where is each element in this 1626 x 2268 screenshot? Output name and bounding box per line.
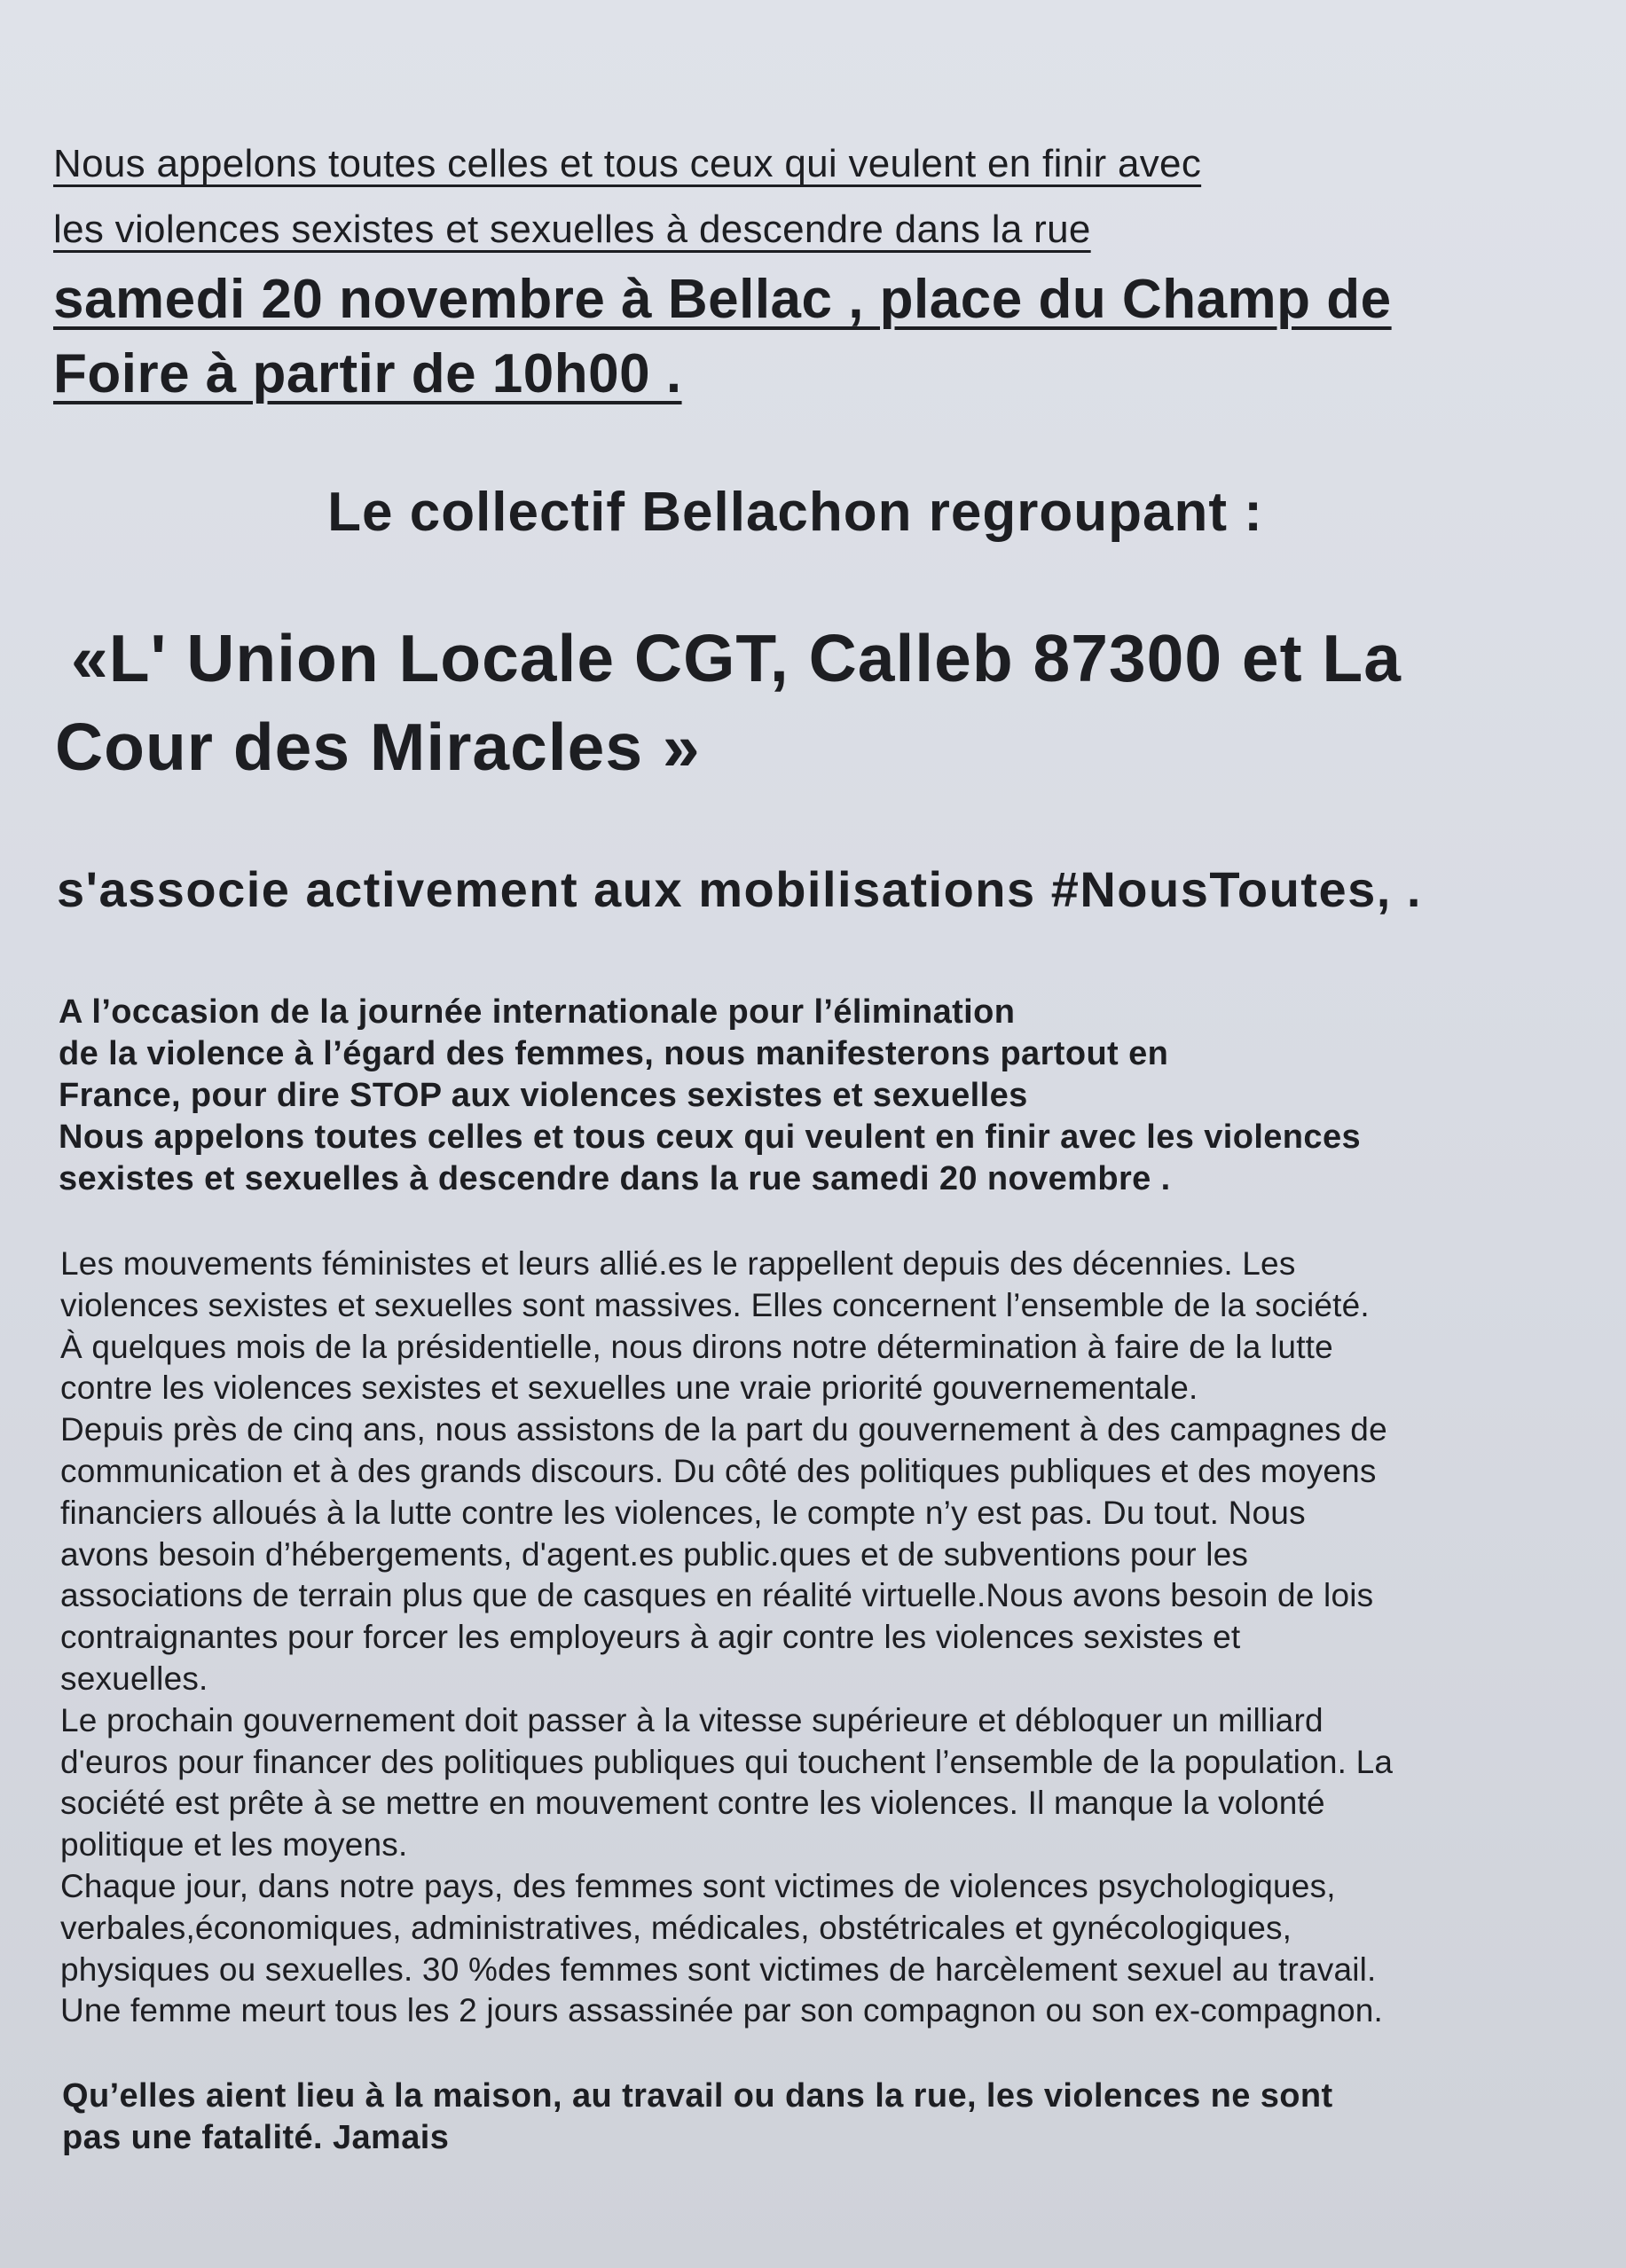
paragraph-line: Depuis près de cinq ans, nous assistons de la part du gouvernement à des campagnes de	[60, 1411, 1387, 1448]
body-paragraph	[60, 1244, 1586, 2032]
paragraph-line: Qu’elles aient lieu à la maison, au travail ou dans la rue, les violences ne sont	[62, 2077, 1333, 2115]
paragraph-line: contraignantes pour forcer les employeurs à agir contre les violences sexistes et	[60, 1619, 1241, 1656]
organizations-line: Cour des Miracles »	[55, 710, 701, 784]
paragraph-line: violences sexistes et sexuelles sont massives. Elles concernent l’ensemble de la société.	[60, 1286, 1370, 1323]
paragraph-line: Les mouvements féministes et leurs allié.es le rappellent depuis des décennies. Les	[60, 1245, 1296, 1282]
paragraph-line: physiques ou sexuelles. 30 %des femmes sont victimes de harcèlement sexuel au travail.	[60, 1950, 1377, 1988]
paragraph-line: politique et les moyens.	[60, 1826, 408, 1864]
paragraph-line: communication et à des grands discours. Du côté des politiques publiques et des moyens	[60, 1452, 1377, 1489]
closing-statement	[62, 2076, 1570, 2159]
paragraph-line: pas une fatalité. Jamais	[62, 2119, 450, 2156]
paragraph-line: Nous appelons toutes celles et tous ceux qui veulent en finir avec les violences	[59, 1118, 1362, 1156]
collectif-heading: Le collectif Bellachon regroupant :	[327, 482, 1263, 543]
event-date-location: Foire à partir de 10h00 .	[53, 343, 682, 404]
paragraph-line: France, pour dire STOP aux violences sexistes et sexuelles	[59, 1077, 1028, 1114]
paragraph-line: Chaque jour, dans notre pays, des femmes sont victimes de violences psychologiques,	[60, 1867, 1336, 1904]
paragraph-line: Le prochain gouvernement doit passer à la vitesse supérieure et débloquer un milliard	[60, 1701, 1324, 1738]
paragraph-line: avons besoin d’hébergements, d'agent.es public.ques et de subventions pour les	[60, 1535, 1249, 1573]
mobilisation-statement: s'associe activement aux mobilisations #NousToutes, .	[57, 861, 1422, 917]
paragraph-line: sexistes et sexuelles à descendre dans la rue samedi 20 novembre .	[59, 1160, 1171, 1197]
paragraph-line: verbales,économiques, administratives, médicales, obstétricales et gynécologiques,	[60, 1909, 1292, 1946]
bold-paragraph	[59, 992, 1567, 1200]
intro-line: Nous appelons toutes celles et tous ceux qui veulent en finir avec	[53, 142, 1202, 185]
paragraph-line: associations de terrain plus que de casques en réalité virtuelle.Nous avons besoin de lois	[60, 1577, 1374, 1614]
paragraph-line: À quelques mois de la présidentielle, nous dirons notre détermination à faire de la lutte	[60, 1328, 1333, 1365]
paragraph-line: sexuelles.	[60, 1660, 208, 1697]
paragraph-line: A l’occasion de la journée internationale pour l’élimination	[59, 993, 1016, 1031]
intro-line: les violences sexistes et sexuelles à descendre dans la rue	[53, 208, 1091, 251]
call-to-action-header	[53, 131, 1526, 412]
paragraph-line: financiers alloués à la lutte contre les violences, le compte n’y est pas. Du tout. Nous	[60, 1494, 1306, 1531]
organizations-line: «L' Union Locale CGT, Calleb 87300 et La	[71, 621, 1402, 695]
paragraph-line: Une femme meurt tous les 2 jours assassinée par son compagnon ou son ex-compagnon.	[60, 1992, 1384, 2029]
paragraph-line: d'euros pour financer des politiques publiques qui touchent l’ensemble de la population. La	[60, 1743, 1394, 1780]
paragraph-line: contre les violences sexistes et sexuelles une vraie priorité gouvernementale.	[60, 1369, 1198, 1407]
organizations-list	[55, 614, 1563, 791]
event-date-location: samedi 20 novembre à Bellac , place du Champ de	[53, 269, 1392, 330]
paragraph-line: de la violence à l’égard des femmes, nous manifesterons partout en	[59, 1035, 1169, 1072]
paragraph-line: société est prête à se mettre en mouvement contre les violences. Il manque la volonté	[60, 1785, 1325, 1822]
